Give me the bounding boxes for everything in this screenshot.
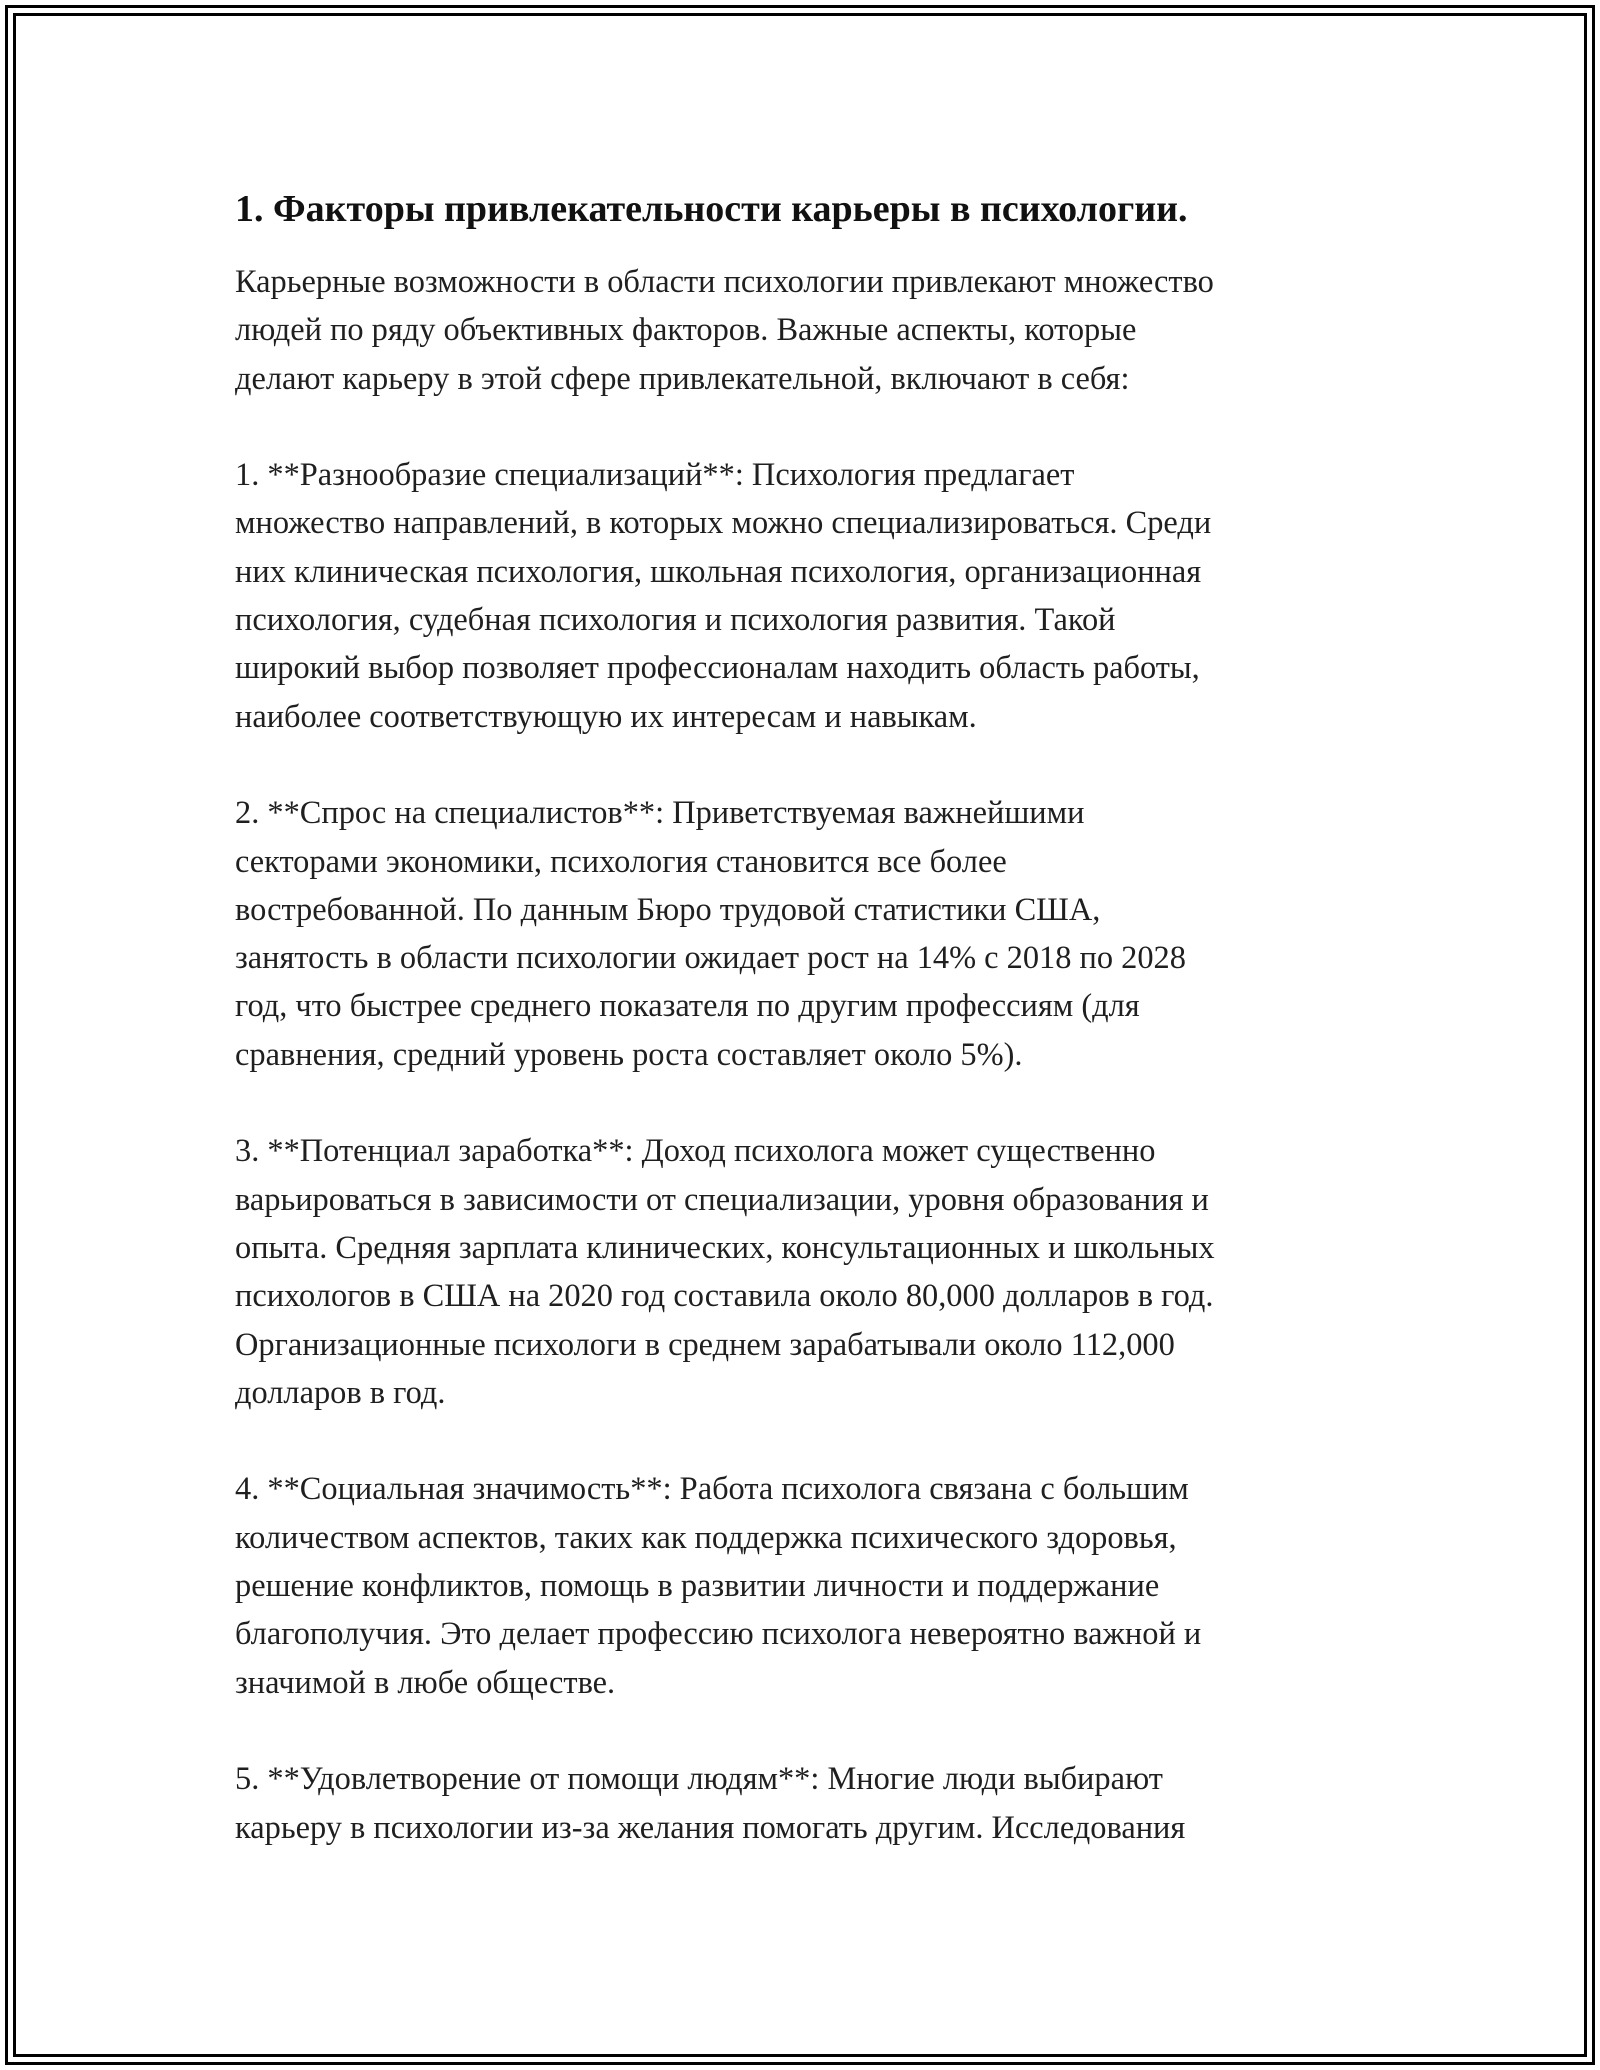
text-line: благополучия. Это делает профессию психолога невероятно важной и: [235, 1616, 1202, 1653]
text-line: варьироваться в зависимости от специализации, уровня образования и: [235, 1181, 1209, 1218]
text-line: делают карьеру в этой сфере привлекательной, включают в себя:: [235, 360, 1130, 397]
text-line: востребованной. По данным Бюро трудовой статистики США,: [235, 891, 1101, 928]
text-line: Карьерные возможности в области психологии привлекают множество: [235, 264, 1214, 300]
list-item-social-significance: [235, 1465, 1365, 1706]
text-line: решение конфликтов, помощь в развитии личности и поддержание: [235, 1568, 1160, 1605]
text-line: людей по ряду объективных факторов. Важные аспекты, которые: [235, 312, 1137, 349]
list-item-helping-people: [235, 1755, 1365, 1852]
text-line: значимой в любе обществе.: [235, 1664, 616, 1701]
text-line: 3. **Потенциал заработка**: Доход психолога может существенно: [235, 1133, 1156, 1170]
section-heading: 1. Факторы привлекательности карьеры в психологии.: [235, 188, 1188, 230]
text-line: широкий выбор позволяет профессионалам находить область работы,: [235, 650, 1200, 687]
list-item-specializations: [235, 451, 1365, 741]
text-line: множество направлений, в которых можно специализироваться. Среди: [235, 505, 1212, 542]
text-line: 2. **Спрос на специалистов**: Приветствуемая важнейшими: [235, 795, 1085, 832]
list-item-earnings: [235, 1127, 1365, 1417]
list-item-demand: [235, 789, 1365, 1079]
text-line: психологов в США на 2020 год составила около 80,000 долларов в год.: [235, 1278, 1214, 1315]
text-line: Организационные психологи в среднем зарабатывали около 112,000: [235, 1326, 1175, 1363]
text-line: психология, судебная психология и психология развития. Такой: [235, 602, 1116, 639]
text-line: сравнения, средний уровень роста составляет около 5%).: [235, 1036, 1023, 1073]
text-line: наиболее соответствующую их интересам и навыкам.: [235, 698, 977, 735]
text-line: год, что быстрее среднего показателя по другим профессиям (для: [235, 988, 1140, 1025]
text-line: секторами экономики, психология становится все более: [235, 843, 1007, 880]
text-line: количеством аспектов, таких как поддержка психического здоровья,: [235, 1519, 1177, 1556]
intro-paragraph: [235, 258, 1365, 403]
text-line: них клиническая психология, школьная психология, организационная: [235, 553, 1202, 590]
text-line: карьеру в психологии из-за желания помогать другим. Исследования: [235, 1809, 1186, 1846]
document-body: [235, 185, 1365, 1852]
text-line: 5. **Удовлетворение от помощи людям**: Многие люди выбирают: [235, 1761, 1163, 1798]
text-line: 4. **Социальная значимость**: Работа психолога связана с большим: [235, 1471, 1189, 1508]
text-line: опыта. Средняя зарплата клинических, консультационных и школьных: [235, 1229, 1215, 1266]
text-line: 1. **Разнообразие специализаций**: Психология предлагает: [235, 457, 1075, 494]
text-line: занятость в области психологии ожидает рост на 14% с 2018 по 2028: [235, 940, 1186, 977]
text-line: долларов в год.: [235, 1374, 446, 1411]
